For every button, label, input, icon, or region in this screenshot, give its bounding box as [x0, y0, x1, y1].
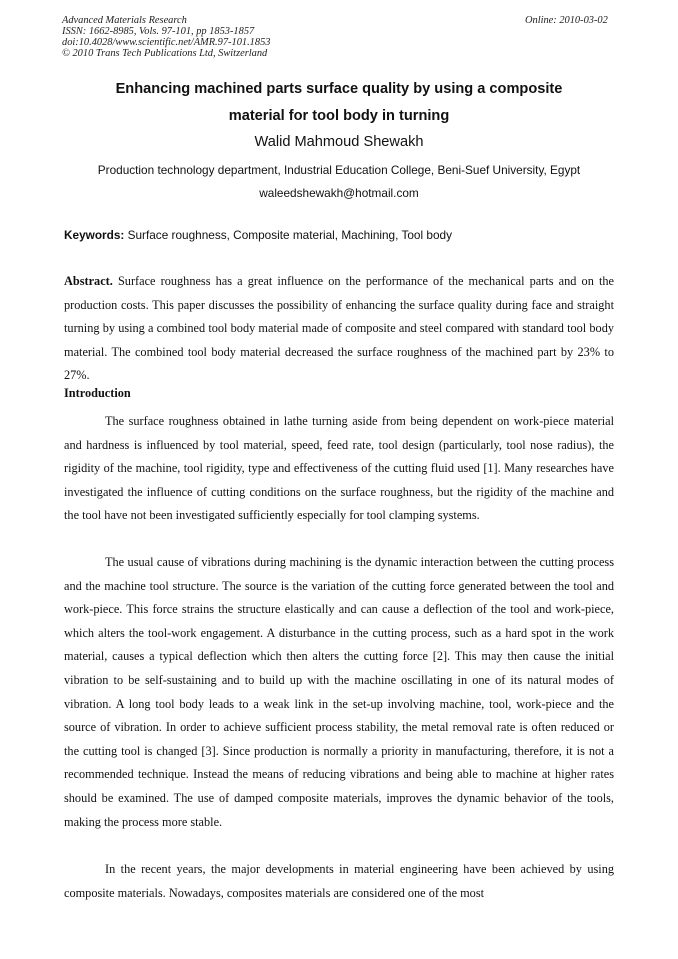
abstract-text: Surface roughness has a great influence on the performance of the mechanical parts and on the production costs. This paper discusses the possibility of enhancing the surface quality during face and straight turning by using a combined tool body material made of composite and steel compared with standard tool body material. The combined tool body material decreased the surface roughness of the machined part by 23% to 27%.	[64, 274, 614, 383]
doi-line: doi:10.4028/www.scientific.net/AMR.97-101.1853	[62, 37, 271, 48]
intro-paragraph	[64, 410, 614, 528]
paper-title-line-1: Enhancing machined parts surface quality by using a composite	[115, 81, 563, 97]
section-heading-introduction: Introduction	[64, 386, 131, 400]
intro-paragraph-3: In the recent years, the major developments in material engineering have been achieved by using composite materials. Nowadays, composites materials are considered one of the most	[64, 862, 614, 900]
intro-paragraph-2: The usual cause of vibrations during machining is the dynamic interaction between the cutting process and the machine tool structure. The source is the variation of the cutting force generated between the tool and work-piece. This force strains the structure elastically and can cause a deflection of the tool and work-piece, which alters the tool-work engagement. A disturbance in the cutting process, such as a hard spot in the work material, causes a typical deflection which then alters the cutting force [2]. This may then cause the initial vibration to be self-sustaining and to build up with the machine oscillating in one of its natural modes of vibration. A long tool body leads to a weak link in the set-up involving machine, tool, work-piece and the source of vibration. In order to achieve sufficient process stability, the metal removal rate is often reduced or the cutting tool is changed [3]. Since production is normally a priority in manufacturing, therefore, it is not a recommended technique. Instead the means of reducing vibrations and being able to machine at higher rates should be examined. The use of damped composite materials, improves the dynamic behavior of the tools, making the process more stable.	[64, 555, 614, 829]
intro-paragraph	[64, 858, 614, 905]
intro-paragraph-1: The surface roughness obtained in lathe turning aside from being dependent on work-piece material and hardness is influenced by tool material, speed, feed rate, tool design (particularly, tool nose radius), the rigidity of the machine, tool rigidity, type and effectiveness of the cutting fluid used [1]. Many researches have investigated the influence of cutting conditions on the surface roughness, but the rigidity of the machine and the tool have not been investigated sufficiently especially for tool clamping systems.	[64, 414, 614, 523]
keywords-text: Surface roughness, Composite material, Machining, Tool body	[127, 228, 452, 242]
author-name: Walid Mahmoud Shewakh	[254, 134, 424, 150]
abstract	[64, 270, 614, 388]
paper-title-line-2: material for tool body in turning	[228, 108, 450, 124]
journal-name: Advanced Materials Research	[62, 15, 187, 26]
journal-header	[62, 15, 270, 59]
author-email: waleedshewakh@hotmail.com	[259, 186, 419, 200]
online-date: Online: 2010-03-02	[525, 15, 608, 26]
affiliation: Production technology department, Industrial Education College, Beni-Suef University, Egypt	[97, 163, 581, 177]
intro-paragraph	[64, 551, 614, 834]
keywords	[64, 228, 452, 242]
keywords-label: Keywords:	[64, 228, 125, 242]
abstract-label: Abstract.	[64, 274, 113, 288]
copyright-line: © 2010 Trans Tech Publications Ltd, Switzerland	[62, 48, 268, 59]
issn-line: ISSN: 1662-8985, Vols. 97-101, pp 1853-1857	[62, 26, 255, 37]
